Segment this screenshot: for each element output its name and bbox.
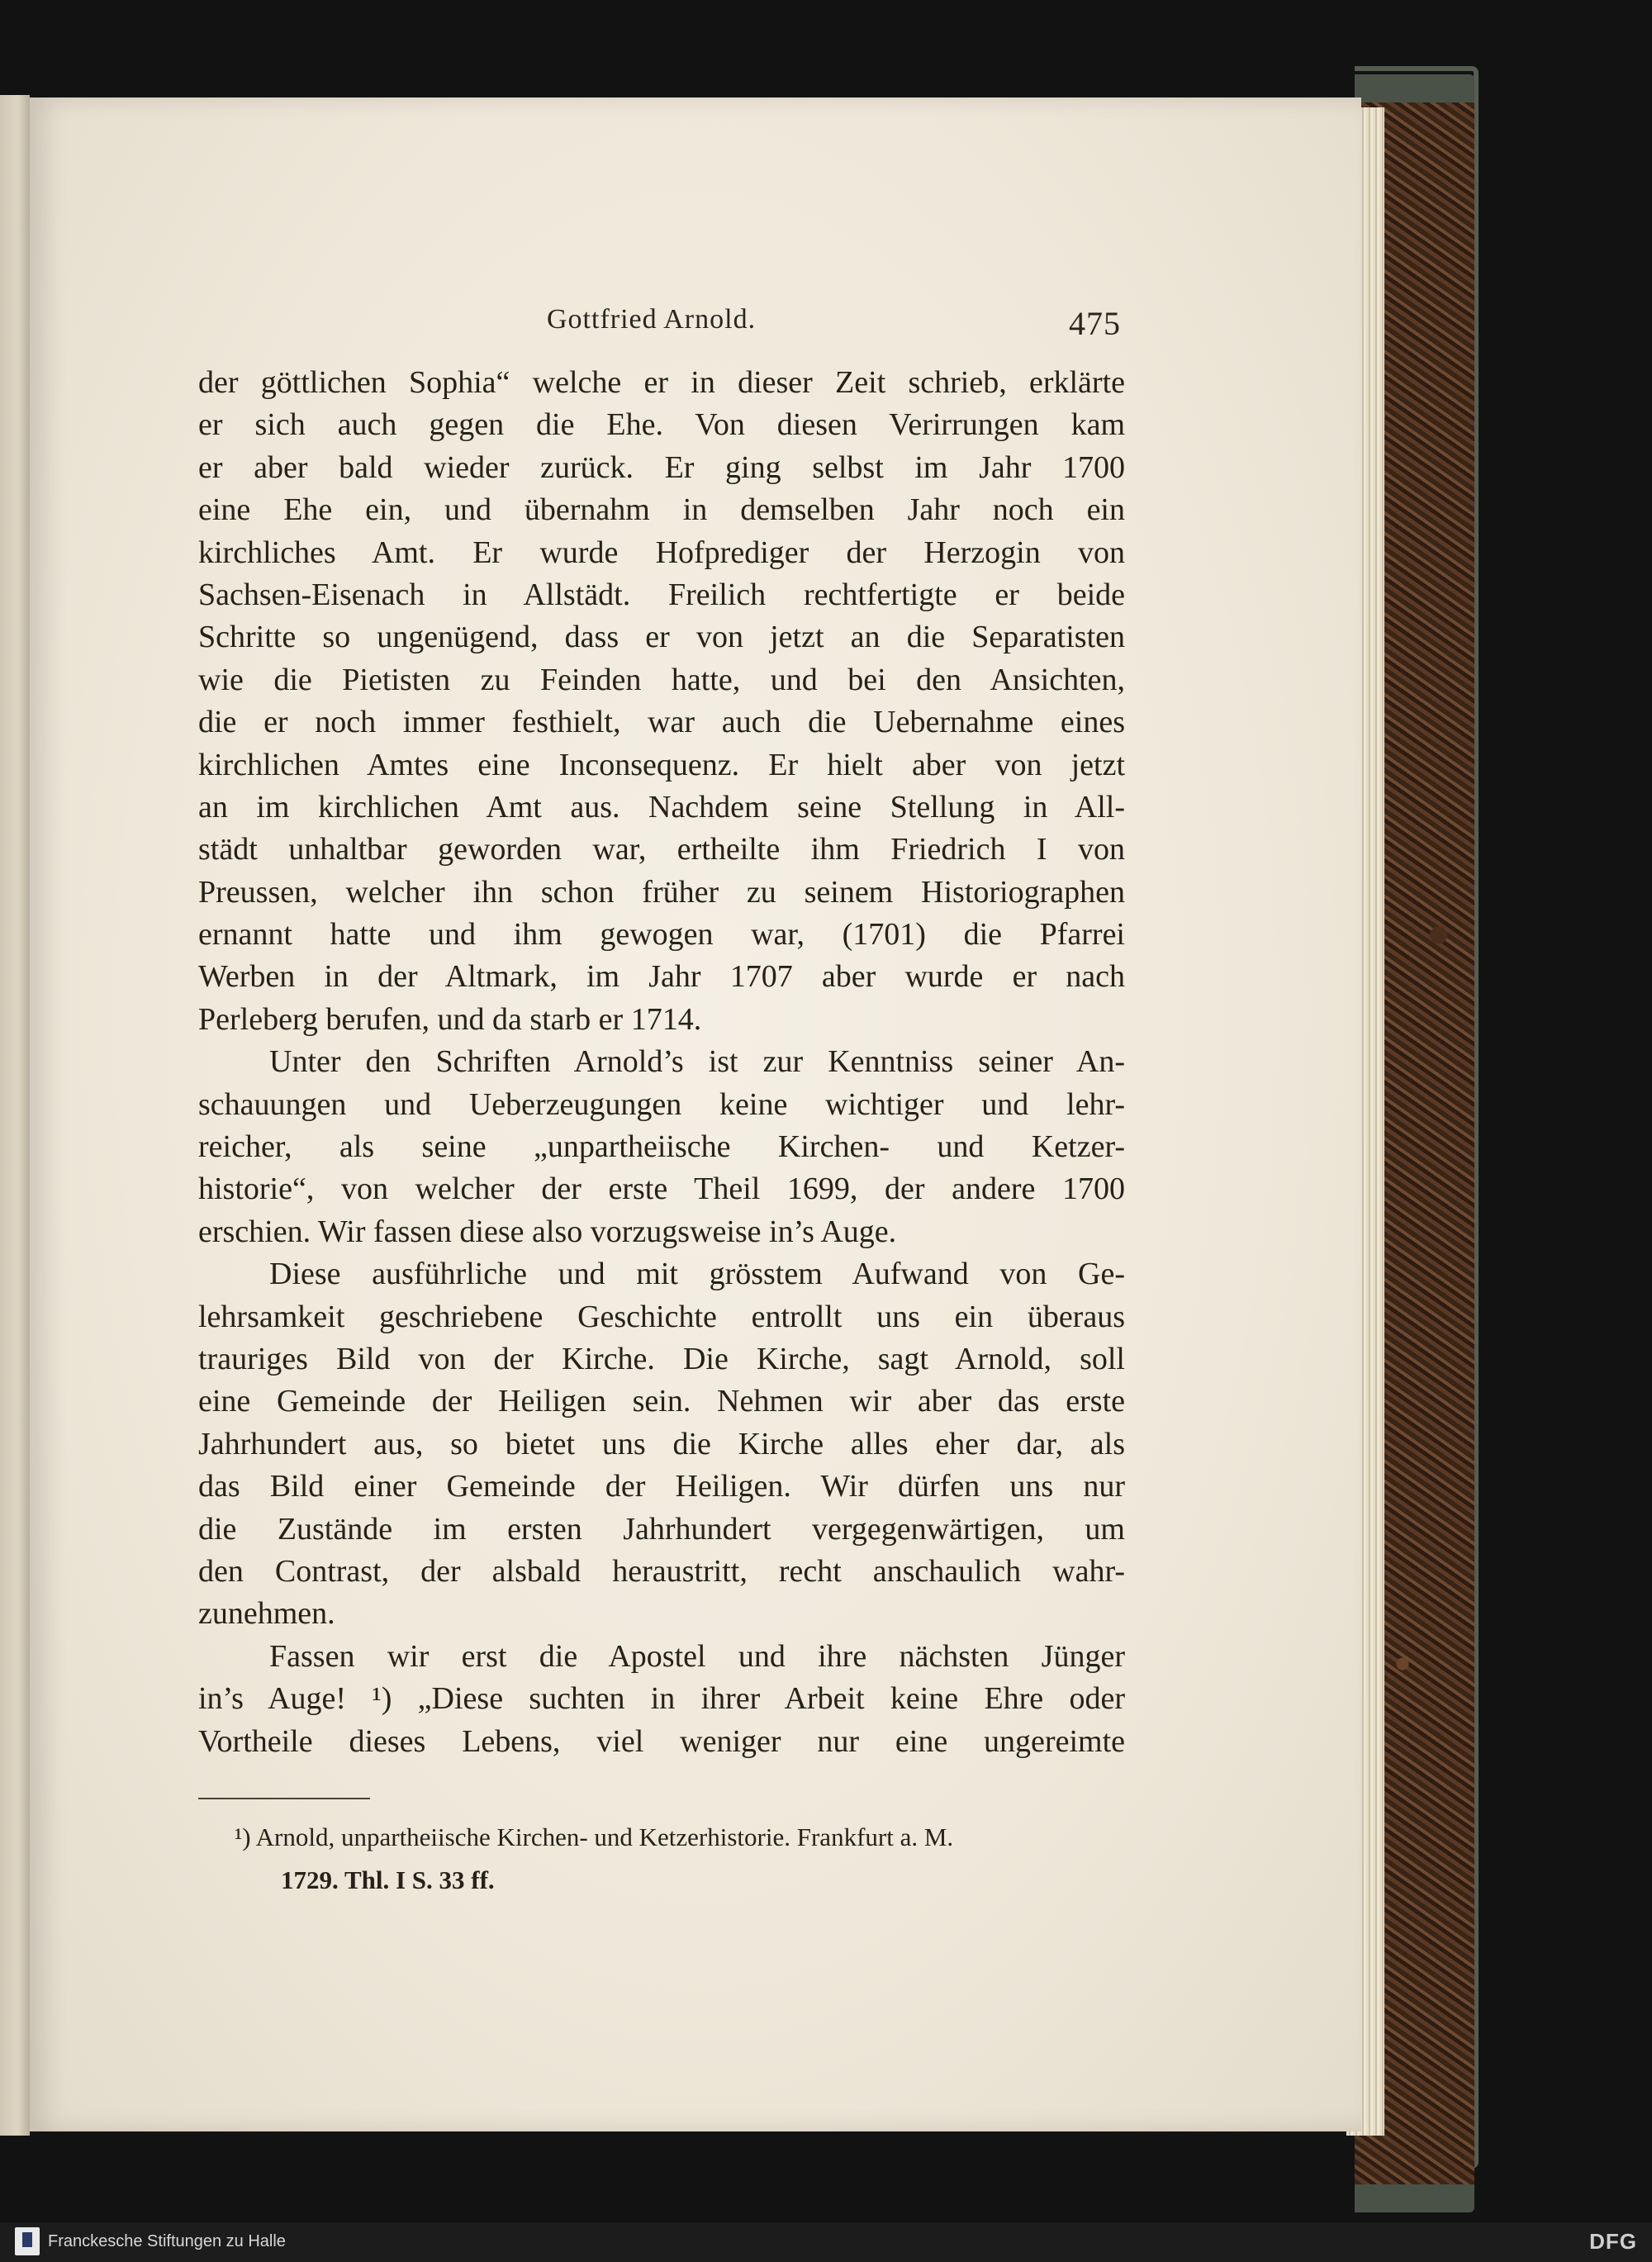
text-line: die Zustände im ersten Jahrhundert vergegenwärtigen, um [198, 1511, 1125, 1547]
text-line: historie“, von welcher der erste Theil 1699, der andere 1700 [198, 1171, 1125, 1207]
text-line: an im kirchlichen Amt aus. Nachdem seine Stellung in All- [198, 789, 1125, 824]
text-line: Fassen wir erst die Apostel und ihre nächsten Jünger [269, 1638, 1125, 1674]
text-line: er sich auch gegen die Ehe. Von diesen Verirrungen kam [198, 407, 1125, 443]
text-line: der göttlichen Sophia“ welche er in dieser Zeit schrieb, erklärte [198, 365, 1125, 400]
text-line: trauriges Bild von der Kirche. Die Kirche, sagt Arnold, soll [198, 1341, 1125, 1376]
page-number: 475 [1069, 305, 1121, 342]
text-line: in’s Auge! ¹) „Diese suchten in ihrer Arbeit keine Ehre oder [198, 1681, 1125, 1717]
running-title: Gottfried Arnold. [547, 304, 757, 335]
text-line: eine Gemeinde der Heiligen sein. Nehmen wir aber das erste [198, 1384, 1125, 1419]
text-line: Diese ausführliche und mit grösstem Aufwand von Ge- [269, 1257, 1125, 1292]
footnote-rule [198, 1798, 370, 1799]
facing-page-sliver [0, 95, 30, 2136]
text-line: er aber bald wieder zurück. Er ging selbst im Jahr 1700 [198, 449, 1125, 485]
text-line: städt unhaltbar geworden war, ertheilte ihm Friedrich I von [198, 832, 1125, 867]
text-line: kirchlichen Amtes eine Inconsequenz. Er hielt aber von jetzt [198, 747, 1125, 782]
text-line: eine Ehe ein, und übernahm in demselben Jahr noch ein [198, 492, 1125, 528]
institution-logo-icon [15, 2227, 40, 2255]
text-line: Vortheile dieses Lebens, viel weniger nur eine ungereimte [198, 1723, 1125, 1759]
text-line: kirchliches Amt. Er wurde Hofprediger der Herzogin von [198, 535, 1125, 570]
text-line: den Contrast, der alsbald heraustritt, recht anschaulich wahr- [198, 1553, 1125, 1589]
footnote-line: 1729. Thl. I S. 33 ff. [281, 1865, 495, 1894]
text-line: erschien. Wir fassen diese also vorzugsweise in’s Auge. [198, 1214, 897, 1249]
text-line: zunehmen. [198, 1596, 335, 1632]
dfg-logo[interactable]: DFG [1589, 2229, 1637, 2254]
text-line: wie die Pietisten zu Feinden hatte, und bei den Ansichten, [198, 662, 1125, 697]
footnotes [235, 1816, 1127, 1902]
text-line: schauungen und Ueberzeugungen keine wichtiger und lehr- [198, 1086, 1125, 1122]
text-line: Perleberg berufen, und da starb er 1714. [198, 1001, 702, 1037]
text-line: Werben in der Altmark, im Jahr 1707 aber wurde er nach [198, 959, 1125, 995]
viewer-footer [0, 2222, 1652, 2262]
institution-name[interactable]: Franckesche Stiftungen zu Halle [48, 2232, 286, 2250]
text-line: das Bild einer Gemeinde der Heiligen. Wir dürfen uns nur [198, 1469, 1125, 1504]
text-line: Sachsen-Eisenach in Allstädt. Freilich rechtfertigte er beide [198, 577, 1125, 612]
text-line: die er noch immer festhielt, war auch die Uebernahme eines [198, 705, 1125, 740]
footnote-line: ¹) Arnold, unpartheiische Kirchen- und Ketzerhistorie. Frankfurt a. M. [235, 1822, 954, 1851]
text-line: Unter den Schriften Arnold’s ist zur Kenntniss seiner An- [269, 1044, 1125, 1080]
body-text [198, 362, 1125, 1763]
text-line: Schritte so ungenügend, dass er von jetzt an die Separatisten [198, 620, 1125, 655]
text-line: reicher, als seine „unpartheiische Kirchen- und Ketzer- [198, 1129, 1125, 1165]
text-line: ernannt hatte und ihm gewogen war, (1701) die Pfarrei [198, 917, 1125, 953]
text-line: Preussen, welcher ihn schon früher zu seinem Historiographen [198, 874, 1125, 910]
text-line: Jahrhundert aus, so bietet uns die Kirche alles eher dar, als [198, 1426, 1125, 1461]
text-line: lehrsamkeit geschriebene Geschichte entrollt uns ein überaus [198, 1299, 1125, 1334]
